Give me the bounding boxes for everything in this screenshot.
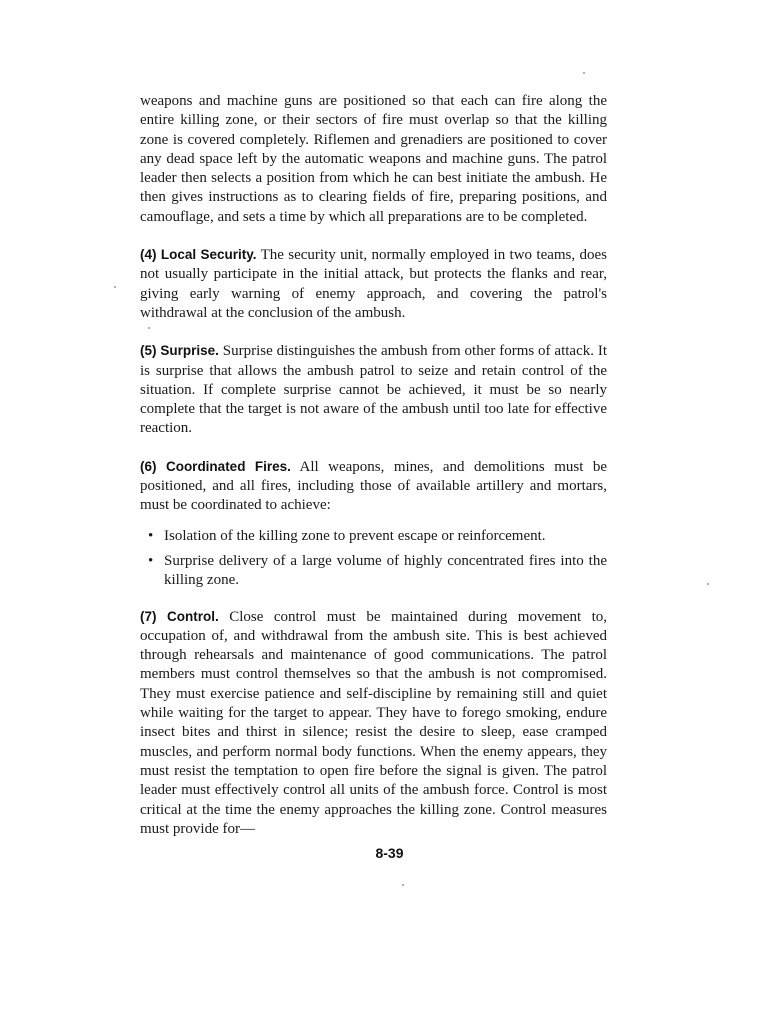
scan-speck <box>148 327 150 329</box>
section-body: Close control must be maintained during movement to, occupation of, and withdrawal from the ambush site. This is best achieved through rehearsals and maintenance of good communications. The patrol members must control themselves so that the ambush is not compromised. They must exercise patience and self-discipline by remaining still and quiet while waiting for the target to appear. They have to forego smoking, endure insect bites and thirst in silence; resist the desire to sleep, ease cramped muscles, and perform normal body functions. When the enemy appears, they must resist the temptation to open fire before the signal is given. The patrol leader must effectively control all units of the ambush force. Control is most critical at the time the enemy approaches the killing zone. Control measures must provide for— <box>140 608 607 837</box>
scan-speck <box>583 72 585 74</box>
scan-speck <box>707 583 709 585</box>
section-heading: (5) Surprise. <box>140 343 219 359</box>
list-item-text: Surprise delivery of a large volume of highly concentrated fires into the killing zone. <box>164 552 607 589</box>
section-local-security <box>140 245 607 323</box>
text-column <box>140 92 607 857</box>
section-body: Surprise distinguishes the ambush from other forms of attack. It is surprise that allows the ambush patrol to seize and retain control of the situation. If complete surprise cannot be achieved, it must be so nearly complete that the target is not aware of the ambush until too late for effective reaction. <box>140 343 607 437</box>
section-body: All weapons, mines, and demolitions must be positioned, and all fires, including those of available artillery and mortars, must be coordinated to achieve: <box>140 458 607 514</box>
list-item-text: Isolation of the killing zone to prevent escape or reinforcement. <box>164 527 546 544</box>
section-control <box>140 607 607 840</box>
section-heading: (4) Local Security. <box>140 247 257 263</box>
section-coordinated-fires <box>140 457 607 516</box>
list-item <box>148 552 607 591</box>
scan-speck <box>402 884 404 886</box>
scan-speck <box>114 286 116 288</box>
section-body: The security unit, normally employed in two teams, does not usually participate in the initial attack, but protects the flanks and rear, giving early warning of enemy approach, and covering the patrol's withdrawal at the conclusion of the ambush. <box>140 247 607 321</box>
page-number: 8-39 <box>375 845 404 861</box>
section-heading: (7) Control. <box>140 608 219 624</box>
section-surprise <box>140 341 607 438</box>
bullet-icon: • <box>148 527 154 544</box>
intro-paragraph: weapons and machine guns are positioned so that each can fire along the entire killing zone, or their sectors of fire must overlap so that the killing zone is covered completely. Riflemen and grenadiers are positioned to cover any dead space left by the automatic weapons and machine guns. The patrol leader then selects a position from which he can best initiate the ambush. He then gives instructions as to clearing fields of fire, preparing positions, and camouflage, and sets a time by which all preparations are to be completed. <box>140 93 607 225</box>
section-heading: (6) Coordinated Fires. <box>140 458 291 474</box>
list-item <box>148 527 607 546</box>
bullet-icon: • <box>148 552 154 569</box>
bullet-list <box>140 527 607 591</box>
